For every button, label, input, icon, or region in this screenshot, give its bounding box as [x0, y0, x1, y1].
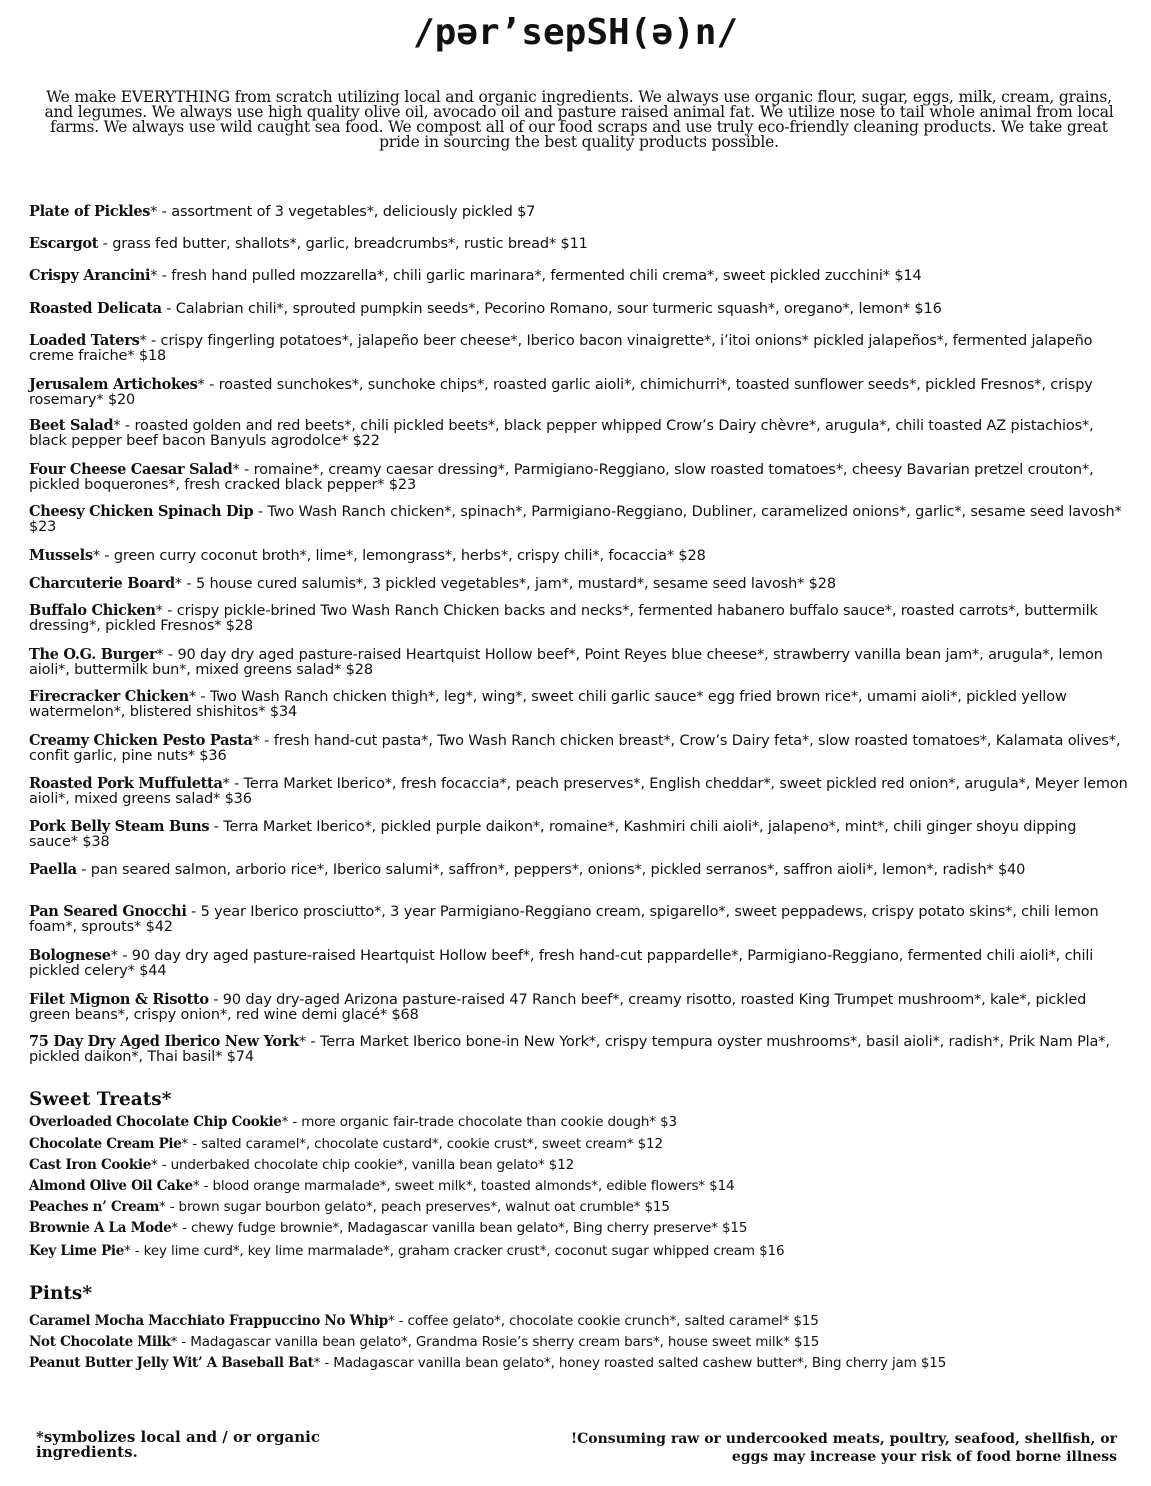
menu-item-name: Plate of Pickles [29, 203, 151, 220]
page-title: /pər’sepSH(ə)n/ [412, 12, 739, 53]
menu-item [29, 462, 1129, 493]
menu-item-desc: - Calabrian chili*, sprouted pumpkin seeds*, Pecorino Romano, sour turmeric squash*, oregano*, lemon* $16 [161, 301, 942, 317]
pint-name: Peanut Butter Jelly Wit’ A Baseball Bat [29, 1355, 314, 1371]
menu-item [29, 647, 1129, 678]
menu-item-desc: * - Terra Market Iberico*, fresh focaccia*, peach preserves*, English cheddar*, sweet pickled red onion*, arugula*, Meyer lemon aioli*, mixed greens salad* $36 [29, 776, 1128, 807]
menu-item-desc: * - roasted golden and red beets*, chili pickled beets*, black pepper whipped Crow’s Dairy chèvre*, arugula*, chili toasted AZ pistachios*, black pepper beef bacon Banyuls agrodolce* $22 [29, 418, 1094, 449]
food-safety-warning: !Consuming raw or undercooked meats, poultry, seafood, shellfish, or eggs may increase your risk of food borne illness [571, 1431, 1117, 1465]
menu-item-name: Cheesy Chicken Spinach Dip [29, 503, 254, 520]
pints-heading: Pints* [29, 1283, 93, 1304]
dessert-desc: * - underbaked chocolate chip cookie*, vanilla bean gelato* $12 [151, 1157, 575, 1173]
menu-item-name: Buffalo Chicken [29, 602, 156, 619]
dessert-name: Overloaded Chocolate Chip Cookie [29, 1114, 282, 1130]
list-item [29, 1334, 1129, 1350]
menu-item-name: Beet Salad [29, 417, 114, 434]
pint-name: Not Chocolate Milk [29, 1334, 171, 1350]
menu-item [29, 992, 1129, 1023]
dessert-desc: * - key lime curd*, key lime marmalade*, graham cracker crust*, coconut sugar whipped cream $16 [124, 1243, 785, 1259]
menu-item [29, 377, 1129, 408]
pint-desc: * - Madagascar vanilla bean gelato*, Grandma Rosie’s sherry cream bars*, house sweet milk* $15 [170, 1334, 820, 1350]
organic-footnote: *symbolizes local and / or organic ingredients. [36, 1428, 320, 1461]
dessert-desc: * - chewy fudge brownie*, Madagascar vanilla bean gelato*, Bing cherry preserve* $15 [171, 1220, 748, 1236]
dessert-name: Key Lime Pie [29, 1243, 125, 1259]
menu-item [29, 504, 1129, 535]
menu-item-name: Jerusalem Artichokes [29, 376, 198, 393]
dessert-desc: * - blood orange marmalade*, sweet milk*, toasted almonds*, edible flowers* $14 [192, 1178, 735, 1194]
dessert-name: Cast Iron Cookie [29, 1157, 151, 1173]
menu-item-name: Roasted Delicata [29, 300, 162, 317]
dessert-desc: * - more organic fair-trade chocolate than cookie dough* $3 [281, 1114, 677, 1130]
menu-item [29, 904, 1129, 935]
menu-item [29, 576, 1129, 592]
menu-item-desc: - grass fed butter, shallots*, garlic, breadcrumbs*, rustic bread* $11 [98, 236, 588, 252]
dessert-name: Almond Olive Oil Cake [29, 1178, 193, 1194]
list-item [29, 1178, 1129, 1194]
menu-item-name: Loaded Taters [29, 332, 140, 349]
list-item [29, 1136, 1129, 1152]
menu-item-desc: - 5 year Iberico prosciutto*, 3 year Parmigiano-Reggiano cream, spigarello*, sweet peppadews, crispy potato skins*, chili lemon foam*, sprouts* $42 [29, 904, 1099, 935]
menu-item [29, 733, 1129, 764]
dessert-name: Chocolate Cream Pie [29, 1136, 182, 1152]
menu-item-name: Firecracker Chicken [29, 688, 189, 705]
menu-item-desc: * - 5 house cured salumis*, 3 pickled vegetables*, jam*, mustard*, sesame seed lavosh* $28 [174, 576, 836, 592]
menu-item [29, 819, 1129, 850]
menu-item-name: Four Cheese Caesar Salad [29, 461, 233, 478]
dessert-desc: * - salted caramel*, chocolate custard*, cookie crust*, sweet cream* $12 [181, 1136, 663, 1152]
menu-item-desc: - 90 day dry-aged Arizona pasture-raised 47 Ranch beef*, creamy risotto, roasted King Trumpet mushroom*, kale*, pickled green beans*, crispy onion*, red wine demi glacé* $68 [29, 992, 1087, 1023]
dessert-desc: * - brown sugar bourbon gelato*, peach preserves*, walnut oat crumble* $15 [158, 1199, 670, 1215]
menu-item-desc: * - assortment of 3 vegetables*, deliciously pickled $7 [150, 204, 536, 220]
list-item [29, 1243, 1129, 1259]
list-item [29, 1199, 1129, 1215]
menu-item [29, 603, 1129, 634]
menu-item-name: Filet Mignon & Risotto [29, 991, 209, 1008]
sweet-treats-heading: Sweet Treats* [29, 1089, 172, 1110]
menu-item [29, 548, 1129, 564]
menu-item-desc: * - romaine*, creamy caesar dressing*, Parmigiano-Reggiano, slow roasted tomatoes*, cheesy Bavarian pretzel crouton*, pickled boquerones*, fresh cracked black pepper* $23 [29, 462, 1094, 493]
menu-item [29, 301, 1129, 317]
menu-item [29, 689, 1129, 720]
menu-item-desc: * - crispy pickle-brined Two Wash Ranch Chicken backs and necks*, fermented habanero buffalo sauce*, roasted carrots*, buttermilk dressing*, pickled Fresnos* $28 [29, 603, 1098, 634]
list-item [29, 1313, 1129, 1329]
menu-item-desc: * - fresh hand pulled mozzarella*, chili garlic marinara*, fermented chili crema*, sweet pickled zucchini* $14 [150, 268, 922, 284]
pint-name: Caramel Mocha Macchiato Frappuccino No Whip [29, 1313, 388, 1329]
pint-desc: * - Madagascar vanilla bean gelato*, honey roasted salted cashew butter*, Bing cherry jam $15 [313, 1355, 947, 1371]
menu-item-name: Mussels [29, 547, 93, 564]
pint-desc: * - coffee gelato*, chocolate cookie crunch*, salted caramel* $15 [387, 1313, 819, 1329]
menu-item [29, 236, 1129, 252]
menu-item-name: Crispy Arancini [29, 267, 151, 284]
menu-item-desc: - Terra Market Iberico*, pickled purple daikon*, romaine*, Kashmiri chili aioli*, jalapeno*, mint*, chili ginger shoyu dipping sauce* $38 [29, 819, 1077, 850]
menu-item-desc: * - crispy fingerling potatoes*, jalapeño beer cheese*, Iberico bacon vinaigrette*, i’itoi onions* pickled jalapeños*, fermented jalapeño creme fraiche* $18 [29, 333, 1093, 364]
menu-item-name: Creamy Chicken Pesto Pasta [29, 732, 253, 749]
list-item [29, 1355, 1129, 1371]
menu-item-name: Paella [29, 861, 77, 878]
menu-item-name: Charcuterie Board [29, 575, 175, 592]
menu-item [29, 1034, 1129, 1065]
list-item [29, 1157, 1129, 1173]
menu-item-desc: * - fresh hand-cut pasta*, Two Wash Ranch chicken breast*, Crow’s Dairy feta*, slow roasted tomatoes*, Kalamata olives*, confit garlic, pine nuts* $36 [29, 733, 1121, 764]
menu-item-name: Escargot [29, 235, 99, 252]
menu-item-desc: - pan seared salmon, arborio rice*, Iberico salumi*, saffron*, peppers*, onions*, pickled serranos*, saffron aioli*, lemon*, radish* $40 [76, 862, 1026, 878]
menu-item [29, 268, 1129, 284]
menu-item-name: 75 Day Dry Aged Iberico New York [29, 1033, 299, 1050]
menu-item-desc: - Two Wash Ranch chicken*, spinach*, Parmigiano-Reggiano, Dubliner, caramelized onions*, garlic*, sesame seed lavosh* $23 [29, 504, 1122, 535]
menu-item-name: Pan Seared Gnocchi [29, 903, 187, 920]
list-item [29, 1114, 1129, 1130]
menu-item [29, 204, 1129, 220]
menu-item-desc: * - green curry coconut broth*, lime*, lemongrass*, herbs*, crispy chili*, focaccia* $28 [92, 548, 706, 564]
intro-paragraph: We make EVERYTHING from scratch utilizing local and organic ingredients. We always use organic flour, sugar, eggs, milk, cream, grains, and legumes. We always use high quality olive oil, avocado oil and pasture raised animal fat. We utilize nose to tail whole animal from local farms. We always use wild caught sea food. We compost all of our food scraps and use truly eco-friendly cleaning products. We take great pride in sourcing the best quality products possible. [44, 88, 1114, 151]
menu-item-name: The O.G. Burger [29, 646, 157, 663]
menu-item [29, 333, 1129, 364]
list-item [29, 1220, 1129, 1236]
menu-item-desc: * - 90 day dry aged pasture-raised Heartquist Hollow beef*, Point Reyes blue cheese*, strawberry vanilla bean jam*, arugula*, lemon aioli*, buttermilk bun*, mixed greens salad* $28 [29, 647, 1103, 678]
menu-item-name: Pork Belly Steam Buns [29, 818, 210, 835]
dessert-name: Brownie A La Mode [29, 1220, 172, 1236]
menu-item [29, 948, 1129, 979]
menu-item [29, 776, 1129, 807]
menu-item-desc: * - roasted sunchokes*, sunchoke chips*, roasted garlic aioli*, chimichurri*, toasted sunflower seeds*, pickled Fresnos*, crispy rosemary* $20 [29, 377, 1093, 408]
menu-item [29, 418, 1129, 449]
menu-item-name: Bolognese [29, 947, 111, 964]
menu-item-desc: * - Two Wash Ranch chicken thigh*, leg*, wing*, sweet chili garlic sauce* egg fried brown rice*, umami aioli*, pickled yellow watermelon*, blistered shishitos* $34 [29, 689, 1067, 720]
menu-item-desc: * - Terra Market Iberico bone-in New York*, crispy tempura oyster mushrooms*, basil aioli*, radish*, Prik Nam Pla*, pickled daikon*, Thai basil* $74 [29, 1034, 1110, 1065]
dessert-name: Peaches n’ Cream [29, 1199, 159, 1215]
menu-item [29, 862, 1129, 878]
menu-item-name: Roasted Pork Muffuletta [29, 775, 223, 792]
menu-item-desc: * - 90 day dry aged pasture-raised Heartquist Hollow beef*, fresh hand-cut pappardelle*, Parmigiano-Reggiano, fermented chili aioli*, chili pickled celery* $44 [29, 948, 1094, 979]
